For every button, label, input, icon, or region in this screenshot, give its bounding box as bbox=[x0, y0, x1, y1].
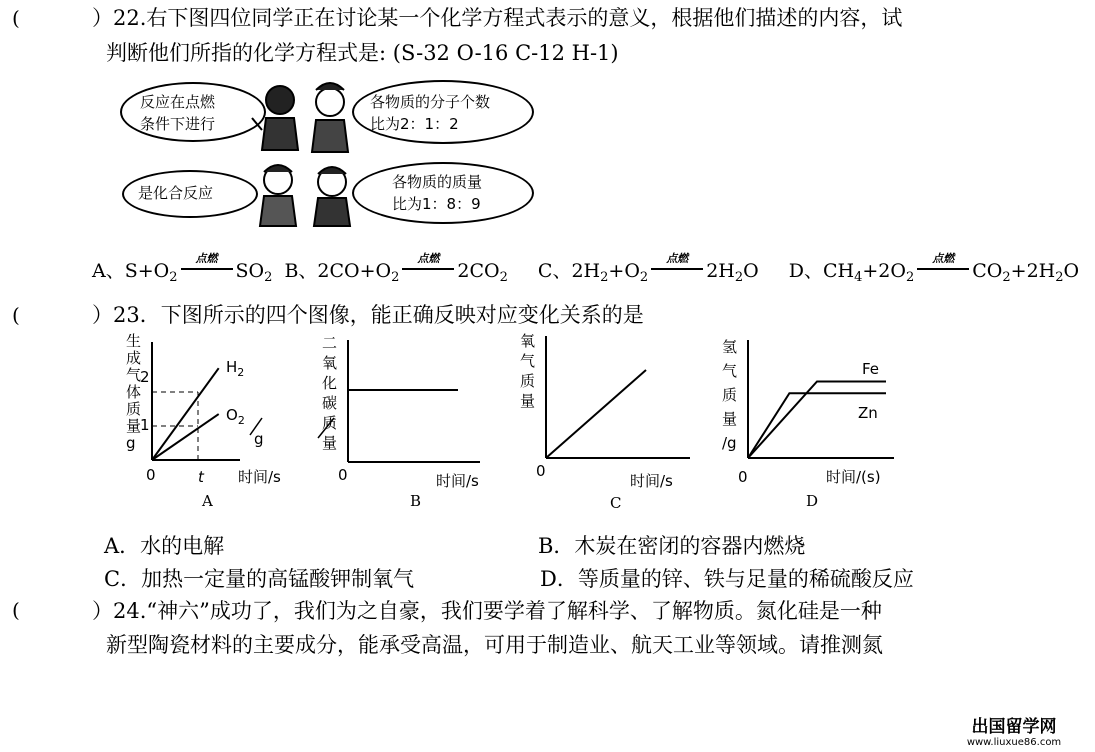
speech-bubble-2: 各物质的分子个数 比为2：1：2 bbox=[352, 80, 534, 144]
watermark-logo bbox=[940, 712, 1088, 748]
chart-b-xtick-0: 0 bbox=[338, 466, 348, 484]
chart-b-ylabel-char-0: 二 bbox=[322, 334, 338, 352]
chart-b-ylabel-char-4: 质 bbox=[322, 414, 338, 432]
chart-b-ylabel-char-2: 化 bbox=[322, 374, 338, 392]
chart-a-ylabel-char-4: 质 bbox=[126, 400, 142, 418]
q23-option-b: B．木炭在密闭的容器内燃烧 bbox=[538, 534, 806, 558]
q22-option-c: C、$2H_2+O_2$ 点燃 $2H_2O$ bbox=[537, 252, 759, 285]
chart-d-series-label-zn: Zn bbox=[858, 404, 878, 422]
chart-c-ylabel bbox=[520, 332, 535, 410]
chart-a-g-label: g bbox=[254, 430, 264, 448]
watermark-name: 出国留学网 bbox=[971, 717, 1057, 737]
chart-c-ylabel-char-1: 气 bbox=[520, 352, 536, 370]
chart-d-xtick-0: 0 bbox=[738, 468, 748, 486]
q22-paren: ( bbox=[12, 6, 20, 30]
chart-a bbox=[126, 332, 281, 510]
chart-c-ylabel-char-2: 质 bbox=[520, 372, 536, 390]
chart-d-xlabel: 时间/(s) bbox=[826, 468, 881, 486]
chart-c-xlabel: 时间/s bbox=[630, 472, 673, 490]
chart-c-series-o2 bbox=[546, 370, 646, 458]
chart-a-ylabel-char-6: g bbox=[126, 434, 136, 452]
chart-d bbox=[722, 338, 894, 510]
chart-b-ylabel-char-1: 氧 bbox=[322, 354, 338, 372]
q22-options bbox=[92, 252, 1080, 285]
chart-a-label: A bbox=[202, 492, 213, 510]
q22-line1: ）22.右下图四位同学正在讨论某一个化学方程式表示的意义，根据他们描述的内容，试 bbox=[92, 6, 903, 30]
speech-bubble-3: 是化合反应 bbox=[122, 170, 258, 218]
chart-d-ylabel-char-4: /g bbox=[722, 434, 737, 452]
chart-c-ylabel-char-0: 氧 bbox=[520, 332, 536, 350]
chart-d-ylabel-char-3: 量 bbox=[722, 410, 738, 428]
chart-d-ylabel-char-1: 气 bbox=[722, 362, 738, 380]
chart-b-ylabel bbox=[322, 334, 337, 452]
q23-charts bbox=[0, 330, 1095, 530]
q24-line1: ）24.“神六”成功了，我们为之自豪，我们要学着了解科学、了解物质。氮化硅是一种 bbox=[92, 599, 882, 623]
q22-option-b: B、$2CO+O_2$ 点燃 $2CO_2$ bbox=[284, 252, 508, 285]
students-drawing bbox=[120, 78, 540, 228]
speech-bubble-1: 反应在点燃 条件下进行 bbox=[120, 82, 266, 142]
q24-line2: 新型陶瓷材料的主要成分，能承受高温，可用于制造业、航天工业等领域。请推测氮 bbox=[106, 633, 883, 657]
chart-b-ylabel-char-5: 量 bbox=[322, 434, 338, 452]
chart-a-series-h2 bbox=[152, 368, 219, 460]
chart-a-series-label-h2: $H_2$ bbox=[226, 358, 245, 379]
discussion-illustration bbox=[120, 78, 540, 228]
chart-a-ylabel-char-0: 生 bbox=[126, 332, 142, 350]
chart-b bbox=[318, 334, 480, 510]
chart-d-ylabel bbox=[722, 338, 737, 452]
chart-d-ylabel-char-0: 氢 bbox=[722, 338, 738, 356]
chart-a-ylabel-char-5: 量 bbox=[126, 417, 142, 435]
q22-line2: 判断他们所指的化学方程式是: (S-32 O-16 C-12 H-1) bbox=[106, 41, 619, 65]
chart-a-xtick-t: t bbox=[198, 468, 204, 486]
chart-a-ylabel-char-2: 气 bbox=[126, 366, 142, 384]
q22-option-a: A、$S+O_2$ 点燃 $SO_2$ bbox=[92, 252, 273, 285]
chart-c-ylabel-char-3: 量 bbox=[520, 392, 536, 410]
chart-d-ylabel-char-2: 质 bbox=[722, 386, 738, 404]
student-1-icon bbox=[252, 86, 298, 150]
chart-a-ylabel-char-3: 体 bbox=[126, 383, 142, 401]
chart-d-series-label-fe: Fe bbox=[862, 360, 880, 378]
chart-a-series-label-o2: $O_2$ bbox=[226, 406, 245, 427]
chart-c-xtick-0: 0 bbox=[536, 462, 546, 480]
chart-c-label: C bbox=[610, 494, 622, 512]
q23-paren: ( bbox=[12, 303, 20, 327]
q23-option-a: A．水的电解 bbox=[104, 534, 225, 558]
chart-a-ytick-1: 1 bbox=[140, 416, 150, 434]
student-4-icon bbox=[314, 167, 350, 226]
q23-option-c: C．加热一定量的高锰酸钾制氧气 bbox=[104, 567, 415, 591]
q23-option-d: D．等质量的锌、铁与足量的稀硫酸反应 bbox=[540, 567, 914, 591]
chart-d-series-zn bbox=[748, 393, 886, 458]
speech-bubble-4: 各物质的质量 比为1：8：9 bbox=[352, 162, 534, 224]
chart-a-series-o2 bbox=[152, 414, 219, 460]
chart-b-label: B bbox=[410, 492, 422, 510]
chart-a-xtick-0: 0 bbox=[146, 466, 156, 484]
q23-title: ）23．下图所示的四个图像，能正确反映对应变化关系的是 bbox=[92, 303, 644, 327]
q22-option-d: D、$CH_4+2O_2$ 点燃 $CO_2+2H_2O$ bbox=[788, 252, 1080, 285]
chart-a-xlabel: 时间/s bbox=[238, 468, 281, 486]
chart-a-ylabel bbox=[126, 332, 141, 452]
watermark-url: www.liuxue86.com bbox=[966, 737, 1062, 748]
chart-c bbox=[520, 332, 690, 512]
chart-d-label: D bbox=[806, 492, 819, 510]
student-2-icon bbox=[312, 83, 348, 152]
q24-paren: ( bbox=[12, 598, 20, 622]
chart-a-ylabel-char-1: 成 bbox=[126, 349, 142, 367]
chart-a-ytick-2: 2 bbox=[140, 368, 150, 386]
chart-b-ylabel-char-3: 碳 bbox=[322, 394, 338, 412]
chart-b-xlabel: 时间/s bbox=[436, 472, 479, 490]
student-3-icon bbox=[260, 165, 296, 226]
